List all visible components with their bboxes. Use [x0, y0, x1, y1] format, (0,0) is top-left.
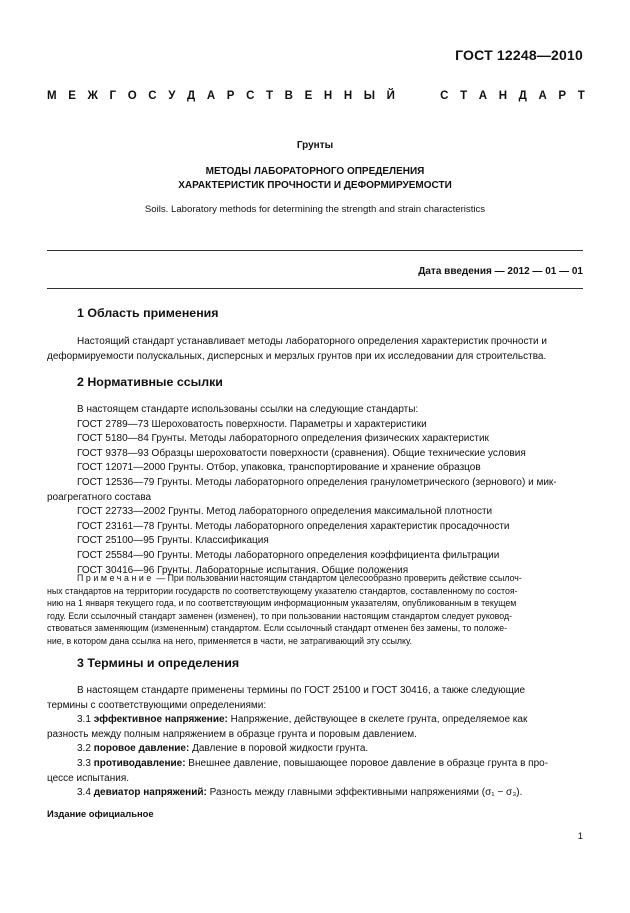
english-title: Soils. Laboratory methods for determining the strength and strain characteristics — [144, 204, 486, 215]
banner-letter: С — [246, 90, 255, 102]
note-line: ствоваться заменяющим (измененным) стандартом. Если ссылочный стандарт отменен без замены, то положе- — [47, 623, 508, 634]
reference-item: ГОСТ 25100—95 Грунты. Классификация — [77, 535, 269, 547]
note-line: ных стандартов на территории государств по соответствующему указателю стандартов, составленному по состоя- — [47, 585, 518, 596]
reference-item-continued: роагрегатного состава — [47, 491, 152, 503]
title-line-1: МЕТОДЫ ЛАБОРАТОРНОГО ОПРЕДЕЛЕНИЯ — [205, 166, 425, 177]
section-3-body — [47, 684, 585, 801]
banner-letter: Т — [577, 90, 585, 102]
term-3-1: 3.1 эффективное напряжение: Напряжение, действующее в скелете грунта, определяемое как — [77, 714, 528, 726]
banner-letter: Д — [187, 90, 196, 102]
reference-item: ГОСТ 12071—2000 Грунты. Отбор, упаковка, транспортирование и хранение образцов — [77, 462, 481, 474]
term-3-4: 3.4 девиатор напряжений: Разность между главными эффективными напряжениями (σ₁ − σ₃). — [77, 787, 523, 799]
banner-letter: А — [538, 90, 547, 102]
reference-item: ГОСТ 5180—84 Грунты. Методы лабораторного определения физических характеристик — [77, 433, 489, 445]
references-note — [47, 572, 585, 648]
term-name: эффективное напряжение: — [93, 714, 228, 726]
title-line-2: ХАРАКТЕРИСТИК ПРОЧНОСТИ И ДЕФОРМИРУЕМОСТИ — [178, 180, 452, 191]
banner-letter: Н — [343, 90, 353, 102]
section-3-intro-line-2: термины с соответствующими определениями: — [47, 699, 267, 711]
term-3-3: 3.3 противодавление: Внешнее давление, повышающее поровое давление в образце грунта в про- — [77, 757, 549, 769]
section-1-text — [47, 335, 585, 364]
divider-bottom — [47, 288, 583, 289]
term-3-3-continued: цессе испытания. — [47, 772, 130, 784]
intro-date: Дата введения — 2012 — 01 — 01 — [418, 266, 583, 277]
gost-code: ГОСТ 12248—2010 — [455, 47, 583, 63]
note-line: нию на 1 января текущего года, и по соответствующим информационным указателям, опубликованным в текущем — [47, 598, 517, 609]
banner-letter: Н — [323, 90, 333, 102]
document-subject: Грунты — [296, 140, 334, 151]
standard-banner — [47, 90, 585, 102]
banner-letter: Т — [266, 90, 274, 102]
official-edition-label: Издание официальное — [47, 808, 154, 819]
term-3-1-continued: разность между полным напряжением в образце грунта и поровым давлением. — [47, 728, 417, 740]
reference-item: ГОСТ 23161—78 Грунты. Методы лабораторного определения характеристик просадочности — [77, 520, 510, 532]
banner-letter: У — [168, 90, 176, 102]
term-name: противодавление: — [93, 757, 186, 769]
banner-letter: С — [440, 90, 449, 102]
banner-letter: Й — [386, 90, 395, 102]
banner-letter: В — [284, 90, 293, 102]
reference-item: ГОСТ 2789—73 Шероховатость поверхности. Параметры и характеристики — [77, 418, 427, 430]
banner-gap — [407, 90, 429, 102]
reference-item: ГОСТ 30416—96 Грунты. Лабораторные испытания. Общие положения — [77, 564, 409, 576]
banner-letter: Р — [558, 90, 567, 102]
section-2-body — [47, 403, 585, 578]
note-label: Примечание — [77, 573, 154, 583]
note-line: ние, в котором дана ссылка на него, применяется в части, не затрагивающий эту ссылку. — [47, 635, 412, 646]
banner-letter: О — [127, 90, 137, 102]
divider-top — [47, 250, 583, 251]
references-intro: В настоящем стандарте использованы ссылки на следующие стандарты: — [77, 404, 419, 415]
banner-letter: Е — [304, 90, 313, 102]
banner-letter: Р — [226, 90, 235, 102]
section-1-line-2: деформируемости полускальных, дисперсных и мерзлых грунтов при их исследовании для строительства. — [47, 350, 547, 362]
page-number: 1 — [577, 830, 583, 841]
banner-letter: Ы — [363, 90, 376, 102]
banner-letter: Д — [518, 90, 527, 102]
section-3-intro-line-1: В настоящем стандарте применены термины по ГОСТ 25100 и ГОСТ 30416, а также следующие — [77, 685, 526, 696]
banner-letter: Ж — [87, 90, 98, 102]
reference-item: ГОСТ 22733—2002 Грунты. Метод лабораторного определения максимальной плотности — [77, 506, 493, 518]
section-3-heading: 3 Термины и определения — [77, 656, 240, 670]
note-line: Примечание — При пользовании настоящим стандартом целесообразно проверить действие ссылоч- — [77, 573, 522, 583]
banner-letter: А — [206, 90, 216, 102]
term-name: девиатор напряжений: — [93, 787, 207, 799]
reference-item: ГОСТ 25584—90 Грунты. Методы лабораторного определения коэффициента фильтрации — [77, 549, 500, 561]
reference-item: ГОСТ 12536—79 Грунты. Методы лабораторного определения гранулометрического (зернового) и мик- — [77, 476, 557, 488]
banner-letter: Т — [460, 90, 468, 102]
banner-letter: А — [478, 90, 488, 102]
reference-item: ГОСТ 9378—93 Образцы шероховатости поверхности (сравнения). Общие технические условия — [77, 447, 526, 459]
banner-letter: Е — [68, 90, 76, 102]
note-line: году. Если ссылочный стандарт заменен (изменен), то при пользовании настоящим стандартом следует руковод- — [47, 610, 513, 621]
term-name: поровое давление: — [93, 743, 190, 755]
section-1-line-1: Настоящий стандарт устанавливает методы лабораторного определения характеристик прочности и — [77, 336, 547, 347]
banner-letter: Н — [498, 90, 508, 102]
banner-letter: М — [47, 90, 57, 102]
section-1-heading: 1 Область применения — [77, 306, 219, 320]
section-2-heading: 2 Нормативные ссылки — [77, 375, 223, 389]
banner-letter: Г — [109, 90, 117, 102]
banner-letter: С — [148, 90, 157, 102]
term-3-2: 3.2 поровое давление: Давление в поровой жидкости грунта. — [77, 743, 369, 755]
